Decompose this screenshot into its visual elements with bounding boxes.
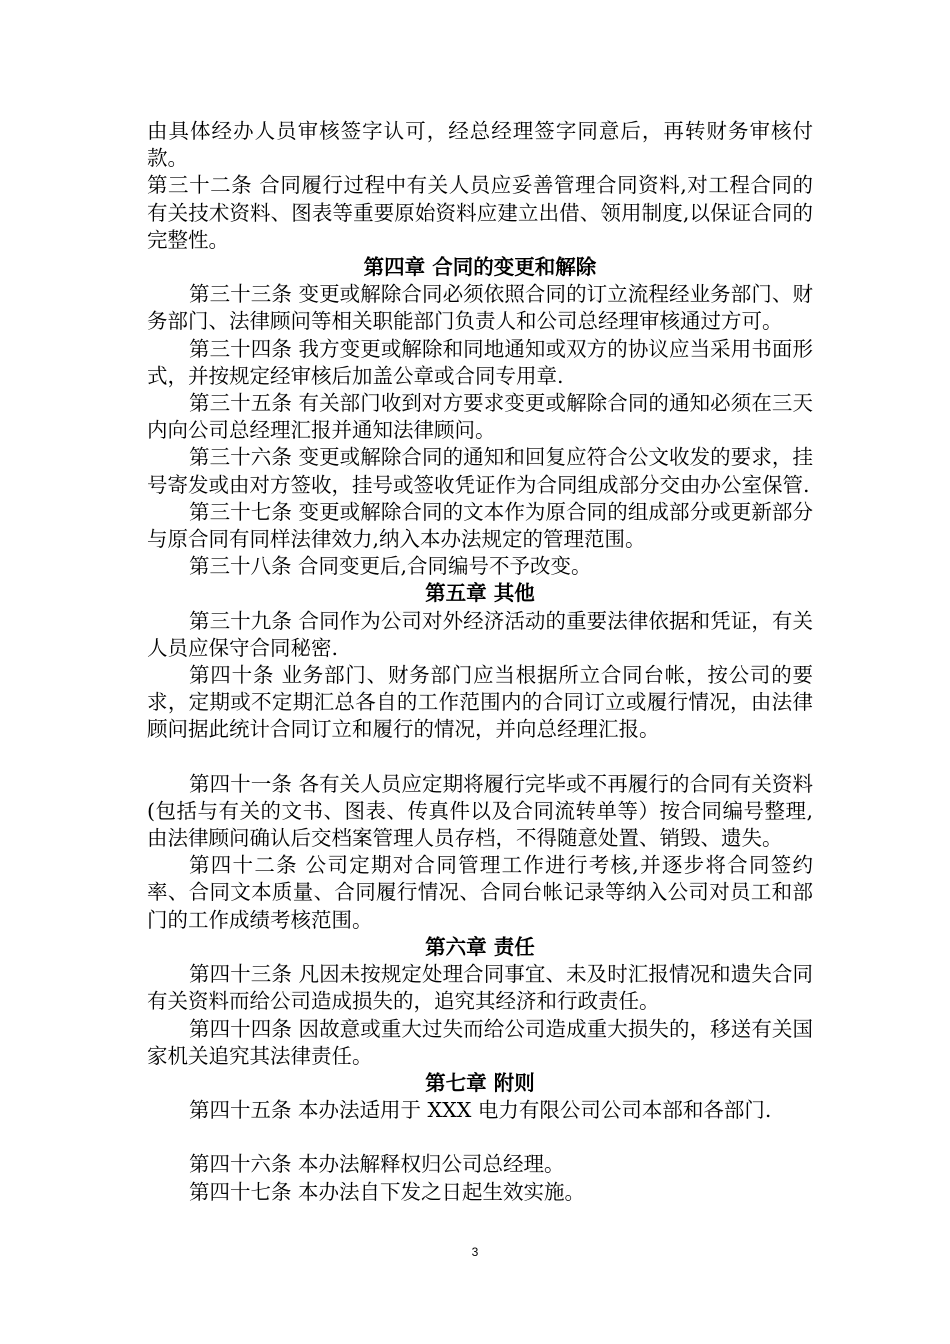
article-40: 第四十条 业务部门、财务部门应当根据所立合同台帐，按公司的要求，定期或不定期汇总各自的工作范围内的合同订立或履行情况，由法律顾问据此统计合同订立和履行的情况，并向总经理汇报。 xyxy=(147,663,813,742)
article-37: 第三十七条 变更或解除合同的文本作为原合同的组成部分或更新部分与原合同有同样法律效力,纳入本办法规定的管理范围。 xyxy=(147,499,813,552)
article-35: 第三十五条 有关部门收到对方要求变更或解除合同的通知必须在三天内向公司总经理汇报并通知法律顾问。 xyxy=(147,391,813,443)
article-33: 第三十三条 变更或解除合同必须依照合同的订立流程经业务部门、财务部门、法律顾问等相关职能部门负责人和公司总经理审核通过方可。 xyxy=(147,282,813,334)
document-body xyxy=(147,118,813,1206)
chapter-4-heading: 第四章 合同的变更和解除 xyxy=(363,255,597,280)
chapter-6-heading: 第六章 责任 xyxy=(425,934,535,959)
page-number: 3 xyxy=(471,1245,479,1259)
paragraph-continuation: 由具体经办人员审核签字认可，经总经理签字同意后，再转财务审核付款。 xyxy=(147,119,813,171)
article-34: 第三十四条 我方变更或解除和同地通知或双方的协议应当采用书面形式，并按规定经审核后加盖公章或合同专用章. xyxy=(147,336,813,388)
article-41: 第四十一条 各有关人员应定期将履行完毕或不再履行的合同有关资料(包括与有关的文书、图表、传真件以及合同流转单等）按合同编号整理,由法律顾问确认后交档案管理人员存档，不得随意处置、销毁、遗失。 xyxy=(147,771,813,851)
article-36: 第三十六条 变更或解除合同的通知和回复应符合公文收发的要求，挂号寄发或由对方签收，挂号或签收凭证作为合同组成部分交由办公室保管. xyxy=(147,445,813,497)
article-44: 第四十四条 因故意或重大过失而给公司造成重大损失的，移送有关国家机关追究其法律责任。 xyxy=(147,1016,813,1068)
article-46: 第四十六条 本办法解释权归公司总经理。 xyxy=(189,1152,565,1177)
article-42: 第四十二条 公司定期对合同管理工作进行考核,并逐步将合同签约率、合同文本质量、合同履行情况、合同台帐记录等纳入公司对员工和部门的工作成绩考核范围。 xyxy=(147,853,813,932)
chapter-7-heading: 第七章 附则 xyxy=(425,1070,535,1095)
chapter-5-heading: 第五章 其他 xyxy=(425,581,535,606)
article-43: 第四十三条 凡因未按规定处理合同事宜、未及时汇报情况和遗失合同有关资料而给公司造成损失的，追究其经济和行政责任。 xyxy=(147,962,813,1014)
article-39: 第三十九条 合同作为公司对外经济活动的重要法律依据和凭证，有关人员应保守合同秘密. xyxy=(147,608,813,660)
article-47: 第四十七条 本办法自下发之日起生效实施。 xyxy=(189,1179,586,1204)
article-32: 第三十二条 合同履行过程中有关人员应妥善管理合同资料,对工程合同的有关技术资料、图表等重要原始资料应建立出借、领用制度,以保证合同的完整性。 xyxy=(147,173,813,252)
article-38: 第三十八条 合同变更后,合同编号不予改变。 xyxy=(189,554,592,579)
article-45: 第四十五条 本办法适用于 XXX 电力有限公司公司本部和各部门. xyxy=(189,1098,772,1123)
